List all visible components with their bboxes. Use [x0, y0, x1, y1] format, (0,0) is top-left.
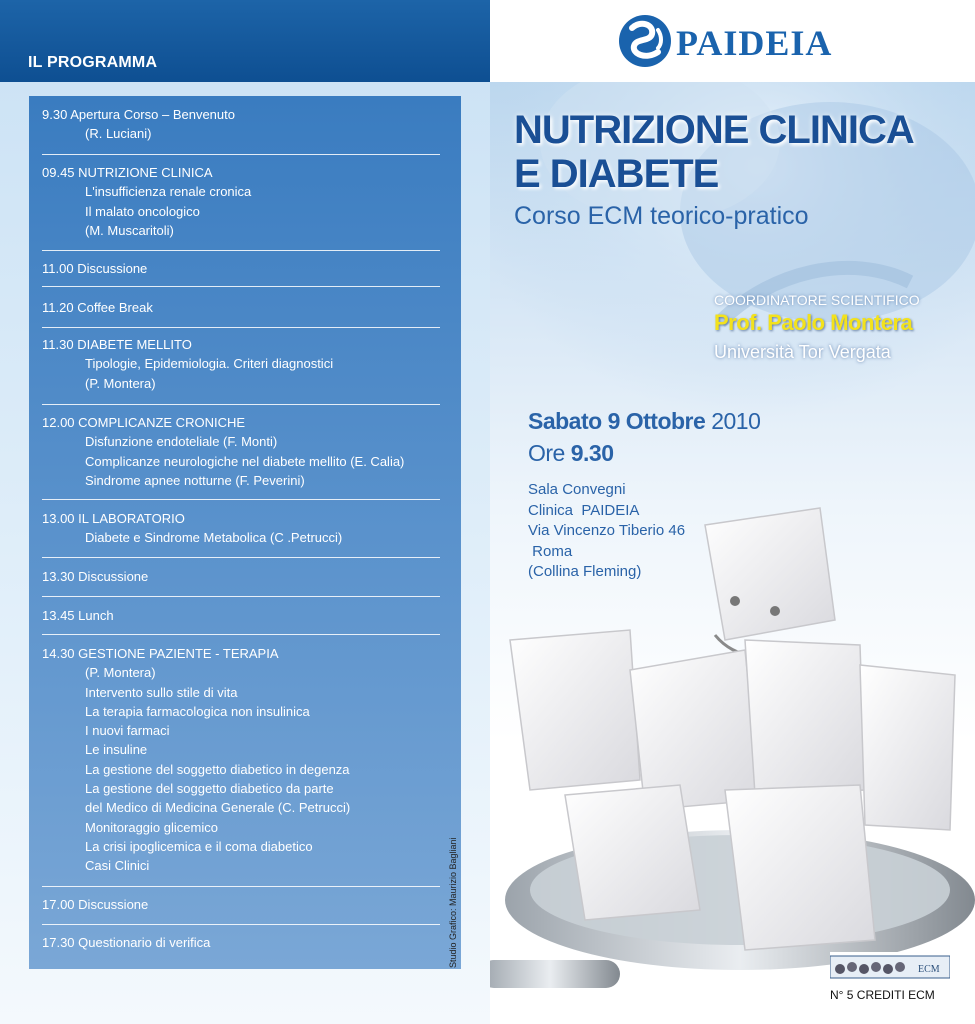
program-item-title: Discussione: [78, 897, 149, 912]
program-item-heading: 13.45: [42, 608, 75, 623]
program-divider: [42, 634, 440, 635]
event-date: [528, 408, 760, 435]
program-item-detail: Il malato oncologico: [85, 203, 200, 219]
event-venue: Sala Convegni Clinica PAIDEIA Via Vincenzo Tiberio 46 Roma (Collina Fleming): [528, 481, 686, 580]
coordinator-university: Università Tor Vergata: [714, 342, 891, 362]
program-item-title: Discussione: [78, 569, 149, 584]
program-item-title: COMPLICANZE CRONICHE: [78, 415, 246, 430]
program-item: [42, 259, 440, 278]
program-item-title: NUTRIZIONE CLINICA: [78, 165, 213, 180]
program-item-detail: (R. Luciani): [85, 126, 152, 142]
program-item-detail: La terapia farmacologica non insulinica: [85, 703, 310, 719]
program-item-detail: Le insuline: [85, 742, 148, 758]
program-item-heading: 17.00: [42, 897, 75, 912]
program-item-title: GESTIONE PAZIENTE - TERAPIA: [78, 646, 279, 661]
event-time-prefix: Ore: [528, 440, 565, 466]
program-item-heading: 13.00: [42, 511, 75, 526]
program-item: [42, 163, 440, 240]
program-item-detail: Monitoraggio glicemico: [85, 819, 218, 835]
program-item-title: Coffee Break: [77, 300, 153, 315]
ecm-badge: [830, 952, 950, 982]
program-divider: [42, 327, 440, 328]
program-item-detail: Tipologie, Epidemiologia. Criteri diagnostici: [85, 356, 334, 372]
program-item-detail: Disfunzione endoteliale (F. Monti): [85, 434, 278, 450]
program-item-detail: (M. Muscaritoli): [85, 222, 174, 238]
brand-name: PAIDEIA: [676, 23, 833, 63]
program-item: [42, 105, 440, 144]
program-item-title: IL LABORATORIO: [78, 511, 185, 526]
program-item-heading: 13.30: [42, 569, 75, 584]
program-divider: [42, 924, 440, 925]
program-divider: [42, 596, 440, 597]
program-item-heading: 9.30: [42, 107, 68, 122]
program-divider: [42, 557, 440, 558]
ecm-badge-text: ECM: [918, 964, 940, 975]
hero-title-line1: NUTRIZIONE CLINICA: [514, 108, 914, 152]
program-divider: [42, 250, 440, 251]
program-item: [42, 895, 440, 914]
program-item-title: DIABETE MELLITO: [77, 337, 192, 352]
program-divider: [42, 286, 440, 287]
program-item: [42, 298, 440, 317]
studio-credit: Studio Grafico: Maurizio Bagliani: [448, 837, 458, 968]
event-date-day: Sabato 9 Ottobre: [528, 408, 706, 434]
event-time-value: 9.30: [570, 440, 614, 466]
program-item-heading: 11.00: [42, 261, 74, 276]
program-item-detail: Complicanze neurologiche nel diabete mellito (E. Calia): [85, 453, 405, 469]
program-item-heading: 12.00: [42, 415, 75, 430]
program-item-detail: (P. Montera): [85, 665, 156, 681]
program-item-detail: Sindrome apnee notturne (F. Peverini): [85, 472, 305, 488]
hero-subtitle: Corso ECM teorico-pratico: [514, 202, 809, 230]
program-item-heading: 11.20: [42, 300, 74, 315]
coordinator-label: COORDINATORE SCIENTIFICO: [714, 292, 920, 308]
program-item: [42, 413, 440, 490]
event-date-year: 2010: [711, 408, 761, 434]
program-divider: [42, 499, 440, 500]
program-item-detail: La gestione del soggetto diabetico in degenza: [85, 761, 350, 777]
event-time: [528, 440, 614, 467]
coordinator-name: Prof. Paolo Montera: [714, 310, 913, 335]
program-divider: [42, 404, 440, 405]
program-item-detail: I nuovi farmaci: [85, 723, 170, 739]
section-heading: IL PROGRAMMA: [28, 54, 158, 71]
program-item-detail: Casi Clinici: [85, 858, 150, 874]
program-item: [42, 509, 440, 548]
program-item-heading: 09.45: [42, 165, 75, 180]
hero-title-line2: E DIABETE: [514, 152, 719, 196]
paideia-logo-icon: [618, 14, 672, 68]
program-item-detail: Intervento sullo stile di vita: [85, 684, 238, 700]
program-item-detail: La crisi ipoglicemica e il coma diabetico: [85, 838, 313, 854]
program-item: [42, 335, 440, 393]
program-item-detail: Diabete e Sindrome Metabolica (C .Petrucci): [85, 530, 343, 546]
program-divider: [42, 886, 440, 887]
program-item-title: Lunch: [78, 608, 114, 623]
program-divider: [42, 154, 440, 155]
program-item: [42, 567, 440, 586]
program-item-title: Questionario di verifica: [78, 935, 211, 950]
program-item: [42, 606, 440, 625]
program-item-detail: (P. Montera): [85, 375, 156, 391]
program-item-detail: L'insufficienza renale cronica: [85, 184, 252, 200]
program-item-detail: La gestione del soggetto diabetico da parte: [85, 781, 334, 797]
program-item-detail: del Medico di Medicina Generale (C. Petrucci): [85, 800, 351, 816]
program-item-title: Apertura Corso – Benvenuto: [70, 107, 235, 122]
ecm-credits: N° 5 CREDITI ECM: [830, 988, 935, 1002]
program-item-heading: 14.30: [42, 646, 75, 661]
program-item: [42, 644, 440, 876]
paideia-logo: [618, 14, 868, 70]
program-item-heading: 11.30: [42, 337, 74, 352]
program-item-title: Discussione: [77, 261, 148, 276]
program-item: [42, 933, 440, 952]
program-item-heading: 17.30: [42, 935, 75, 950]
